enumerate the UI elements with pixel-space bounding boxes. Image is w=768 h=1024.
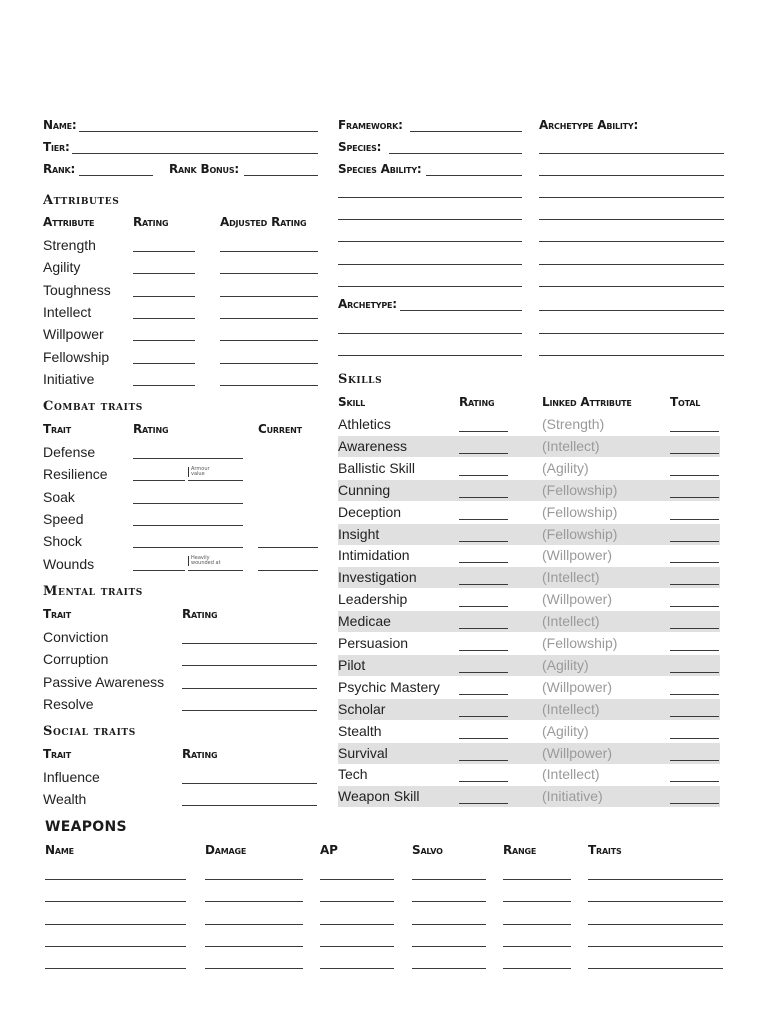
combat-trait-name: Resilience <box>43 466 108 483</box>
attribute-rating-field[interactable] <box>133 251 195 252</box>
skill-rating-field[interactable] <box>459 760 508 761</box>
weapon-field[interactable] <box>412 968 486 969</box>
weapon-field[interactable] <box>588 924 723 925</box>
weapon-field[interactable] <box>205 879 303 880</box>
skill-total-field[interactable] <box>670 453 719 454</box>
armour-value-note: Armour value <box>188 467 221 477</box>
weapon-field[interactable] <box>588 879 723 880</box>
skill-linked-attribute: (Intellect) <box>542 700 600 717</box>
weapons-col-header: Range <box>503 843 537 857</box>
combat-trait-name: Speed <box>43 510 84 527</box>
attribute-adjusted-field[interactable] <box>220 340 318 341</box>
skill-name: Awareness <box>338 437 408 454</box>
framework-field[interactable] <box>410 131 522 132</box>
mental-col-rating: Rating <box>182 607 218 621</box>
combat-rating-field[interactable] <box>133 458 243 459</box>
skill-name: Pilot <box>338 656 366 673</box>
skill-name: Persuasion <box>338 635 409 651</box>
skills-col-rating: Rating <box>459 395 495 409</box>
archetype-ability-line[interactable] <box>539 219 724 220</box>
framework-label: Framework: <box>338 118 403 132</box>
species-ability-line[interactable] <box>338 286 522 287</box>
attribute-rating-field[interactable] <box>133 385 195 386</box>
mental-rating-field[interactable] <box>182 710 317 711</box>
skill-name: Tech <box>338 766 368 783</box>
skill-linked-attribute: (Willpower) <box>542 591 612 608</box>
skill-total-field[interactable] <box>670 475 719 476</box>
species-label: Species: <box>338 140 382 154</box>
skill-name: Survival <box>338 744 388 761</box>
skill-linked-attribute: (Fellowship) <box>542 635 618 651</box>
weapon-field[interactable] <box>320 968 394 969</box>
name-label: Name: <box>43 118 77 132</box>
combat-rating-field[interactable] <box>133 503 243 504</box>
archetype-line[interactable] <box>338 333 522 334</box>
archetype-ability-line[interactable] <box>539 333 724 334</box>
weapon-field[interactable] <box>503 968 571 969</box>
skill-total-field[interactable] <box>670 584 719 585</box>
weapons-col-header: Damage <box>205 843 247 857</box>
skill-rating-field[interactable] <box>459 803 508 804</box>
skill-linked-attribute: (Fellowship) <box>542 525 618 542</box>
skill-name: Investigation <box>338 569 417 586</box>
skill-linked-attribute: (Willpower) <box>542 547 612 564</box>
skill-total-field[interactable] <box>670 694 719 695</box>
weapon-field[interactable] <box>320 924 394 925</box>
combat-trait-name: Defense <box>43 444 96 460</box>
attribute-name: Intellect <box>43 303 92 320</box>
combat-note-field[interactable] <box>188 480 243 481</box>
skill-name: Intimidation <box>338 547 410 564</box>
skill-rating-field[interactable] <box>459 781 508 782</box>
mental-rating-field[interactable] <box>182 665 317 666</box>
skill-linked-attribute: (Agility) <box>542 459 589 476</box>
skill-linked-attribute: (Willpower) <box>542 678 612 695</box>
skill-rating-field[interactable] <box>459 650 508 651</box>
attribute-adjusted-field[interactable] <box>220 251 318 252</box>
attributes-col-adjusted: Adjusted Rating <box>220 215 307 229</box>
skill-rating-field[interactable] <box>459 475 508 476</box>
archetype-ability-line[interactable] <box>539 286 724 287</box>
species-field[interactable] <box>389 153 522 154</box>
attribute-name: Strength <box>43 237 96 253</box>
skill-name: Medicae <box>338 613 391 630</box>
attribute-rating-field[interactable] <box>133 273 195 274</box>
attributes-title: Attributes <box>43 193 120 208</box>
archetype-label: Archetype: <box>338 297 397 311</box>
archetype-field[interactable] <box>400 310 522 311</box>
mental-trait-name: Resolve <box>43 695 94 712</box>
archetype-line[interactable] <box>338 355 522 356</box>
skill-rating-field[interactable] <box>459 628 508 629</box>
attribute-rating-field[interactable] <box>133 340 195 341</box>
skill-rating-field[interactable] <box>459 562 508 563</box>
weapons-col-header: AP <box>320 843 338 857</box>
skill-row-shade <box>338 699 720 720</box>
skill-name: Leadership <box>338 591 408 608</box>
tier-label: Tier: <box>43 140 70 154</box>
skill-total-field[interactable] <box>670 716 719 717</box>
mental-title: Mental traits <box>43 584 143 599</box>
skill-linked-attribute: (Agility) <box>542 656 589 673</box>
skill-linked-attribute: (Fellowship) <box>542 481 618 498</box>
skill-rating-field[interactable] <box>459 606 508 607</box>
attribute-name: Agility <box>43 259 81 276</box>
skill-name: Stealth <box>338 722 382 739</box>
skill-rating-field[interactable] <box>459 694 508 695</box>
skill-rating-field[interactable] <box>459 738 508 739</box>
social-trait-name: Influence <box>43 769 100 785</box>
weapons-col-header: Traits <box>588 843 622 857</box>
skill-linked-attribute: (Intellect) <box>542 437 600 454</box>
skill-linked-attribute: (Willpower) <box>542 744 612 761</box>
weapons-col-header: Name <box>45 843 74 857</box>
weapon-field[interactable] <box>503 901 571 902</box>
rank-label: Rank: <box>43 162 76 176</box>
combat-rating-field[interactable] <box>133 525 243 526</box>
skill-total-field[interactable] <box>670 541 719 542</box>
weapon-field[interactable] <box>412 946 486 947</box>
mental-rating-field[interactable] <box>182 688 317 689</box>
weapon-field[interactable] <box>205 924 303 925</box>
species-ability-line[interactable] <box>338 197 522 198</box>
social-col-trait: Trait <box>43 747 71 761</box>
skill-row-shade <box>338 655 720 676</box>
heavily-wounded-note: Heavily wounded at <box>188 556 231 566</box>
skills-col-total: Total <box>670 395 701 409</box>
archetype-ability-line[interactable] <box>539 153 724 154</box>
weapon-field[interactable] <box>205 901 303 902</box>
skills-col-skill: Skill <box>338 395 366 409</box>
social-trait-name: Wealth <box>43 791 87 808</box>
skill-total-field[interactable] <box>670 672 719 673</box>
weapon-field[interactable] <box>45 968 186 969</box>
skill-total-field[interactable] <box>670 519 719 520</box>
attribute-adjusted-field[interactable] <box>220 385 318 386</box>
combat-trait-name: Wounds <box>43 555 95 572</box>
social-title: Social traits <box>43 724 136 739</box>
attribute-name: Initiative <box>43 370 95 387</box>
combat-current-field[interactable] <box>258 547 318 548</box>
skill-linked-attribute: (Intellect) <box>542 569 600 586</box>
species-ability-line[interactable] <box>338 219 522 220</box>
combat-current-field[interactable] <box>258 570 318 571</box>
weapon-field[interactable] <box>320 946 394 947</box>
skill-linked-attribute: (Strength) <box>542 416 605 432</box>
skill-linked-attribute: (Intellect) <box>542 766 600 783</box>
combat-title: Combat traits <box>43 399 143 414</box>
skill-total-field[interactable] <box>670 497 719 498</box>
skills-title: Skills <box>338 372 383 387</box>
combat-trait-name: Soak <box>43 488 75 505</box>
attribute-adjusted-field[interactable] <box>220 273 318 274</box>
archetype-ability-line[interactable] <box>539 310 724 311</box>
archetype-ability-line[interactable] <box>539 264 724 265</box>
skill-rating-field[interactable] <box>459 519 508 520</box>
skill-name: Insight <box>338 525 380 542</box>
rank-field[interactable] <box>79 175 153 176</box>
attributes-col-attribute: Attribute <box>43 215 95 229</box>
combat-rating-field[interactable] <box>133 480 185 481</box>
skill-name: Deception <box>338 503 402 520</box>
weapon-field[interactable] <box>412 901 486 902</box>
skill-row-shade <box>338 743 720 764</box>
combat-col-current: Current <box>258 422 302 436</box>
archetype-ability-line[interactable] <box>539 175 724 176</box>
skill-rating-field[interactable] <box>459 584 508 585</box>
combat-col-trait: Trait <box>43 422 71 436</box>
combat-rating-field[interactable] <box>133 547 243 548</box>
skill-total-field[interactable] <box>670 781 719 782</box>
attribute-adjusted-field[interactable] <box>220 363 318 364</box>
species-ability-line[interactable] <box>338 264 522 265</box>
weapon-field[interactable] <box>412 924 486 925</box>
attribute-rating-field[interactable] <box>133 296 195 297</box>
combat-trait-name: Shock <box>43 533 82 550</box>
attribute-rating-field[interactable] <box>133 318 195 319</box>
skill-linked-attribute: (Intellect) <box>542 613 600 630</box>
weapon-field[interactable] <box>412 879 486 880</box>
skill-rating-field[interactable] <box>459 716 508 717</box>
social-rating-field[interactable] <box>182 805 317 806</box>
combat-note-field[interactable] <box>188 570 243 571</box>
attribute-adjusted-field[interactable] <box>220 296 318 297</box>
weapon-field[interactable] <box>45 901 186 902</box>
weapon-field[interactable] <box>503 924 571 925</box>
weapon-field[interactable] <box>45 924 186 925</box>
archetype-ability-line[interactable] <box>539 241 724 242</box>
rank-bonus-field[interactable] <box>244 175 318 176</box>
combat-rating-field[interactable] <box>133 570 185 571</box>
skill-rating-field[interactable] <box>459 431 508 432</box>
species-ability-field[interactable] <box>426 175 522 176</box>
skill-name: Psychic Mastery <box>338 678 440 695</box>
mental-trait-name: Corruption <box>43 651 109 668</box>
weapon-field[interactable] <box>588 946 723 947</box>
combat-col-rating: Rating <box>133 422 169 436</box>
attribute-name: Fellowship <box>43 348 110 365</box>
skill-total-field[interactable] <box>670 738 719 739</box>
rank-bonus-label: Rank Bonus: <box>169 162 240 176</box>
skill-name: Ballistic Skill <box>338 459 416 476</box>
skill-name: Weapon Skill <box>338 788 420 805</box>
mental-rating-field[interactable] <box>182 643 317 644</box>
attribute-rating-field[interactable] <box>133 363 195 364</box>
skill-rating-field[interactable] <box>459 541 508 542</box>
skill-total-field[interactable] <box>670 431 719 432</box>
social-col-rating: Rating <box>182 747 218 761</box>
attributes-col-rating: Rating <box>133 215 169 229</box>
skill-total-field[interactable] <box>670 628 719 629</box>
skill-total-field[interactable] <box>670 650 719 651</box>
skill-name: Scholar <box>338 700 386 717</box>
weapons-col-header: Salvo <box>412 843 443 857</box>
species-ability-line[interactable] <box>338 241 522 242</box>
skill-row-shade <box>338 480 720 501</box>
skill-linked-attribute: (Fellowship) <box>542 503 618 520</box>
skill-row-shade <box>338 524 720 545</box>
weapon-field[interactable] <box>503 946 571 947</box>
weapon-field[interactable] <box>45 879 186 880</box>
weapon-field[interactable] <box>205 968 303 969</box>
skill-rating-field[interactable] <box>459 453 508 454</box>
weapon-field[interactable] <box>588 968 723 969</box>
skill-total-field[interactable] <box>670 803 719 804</box>
archetype-ability-line[interactable] <box>539 355 724 356</box>
skill-name: Cunning <box>338 481 391 498</box>
name-field[interactable] <box>79 131 318 132</box>
social-rating-field[interactable] <box>182 783 317 784</box>
skill-rating-field[interactable] <box>459 497 508 498</box>
weapon-field[interactable] <box>503 879 571 880</box>
skill-row-shade <box>338 611 720 632</box>
mental-trait-name: Passive Awareness <box>43 673 165 690</box>
attribute-adjusted-field[interactable] <box>220 318 318 319</box>
weapon-field[interactable] <box>320 901 394 902</box>
mental-col-trait: Trait <box>43 607 71 621</box>
archetype-ability-label: Archetype Ability: <box>539 118 639 132</box>
mental-trait-name: Conviction <box>43 629 109 645</box>
archetype-ability-line[interactable] <box>539 197 724 198</box>
weapon-field[interactable] <box>588 901 723 902</box>
weapon-field[interactable] <box>320 879 394 880</box>
attribute-name: Willpower <box>43 326 104 343</box>
species-ability-label: Species Ability: <box>338 162 422 176</box>
skills-col-linked: Linked Attribute <box>542 395 632 409</box>
skill-name: Athletics <box>338 416 391 432</box>
skill-rating-field[interactable] <box>459 672 508 673</box>
tier-field[interactable] <box>72 153 318 154</box>
skill-total-field[interactable] <box>670 606 719 607</box>
skill-total-field[interactable] <box>670 760 719 761</box>
skill-total-field[interactable] <box>670 562 719 563</box>
skill-linked-attribute: (Initiative) <box>542 788 603 805</box>
weapon-field[interactable] <box>45 946 186 947</box>
skill-linked-attribute: (Agility) <box>542 722 589 739</box>
attribute-name: Toughness <box>43 281 111 298</box>
weapon-field[interactable] <box>205 946 303 947</box>
weapons-title: WEAPONS <box>45 819 127 835</box>
